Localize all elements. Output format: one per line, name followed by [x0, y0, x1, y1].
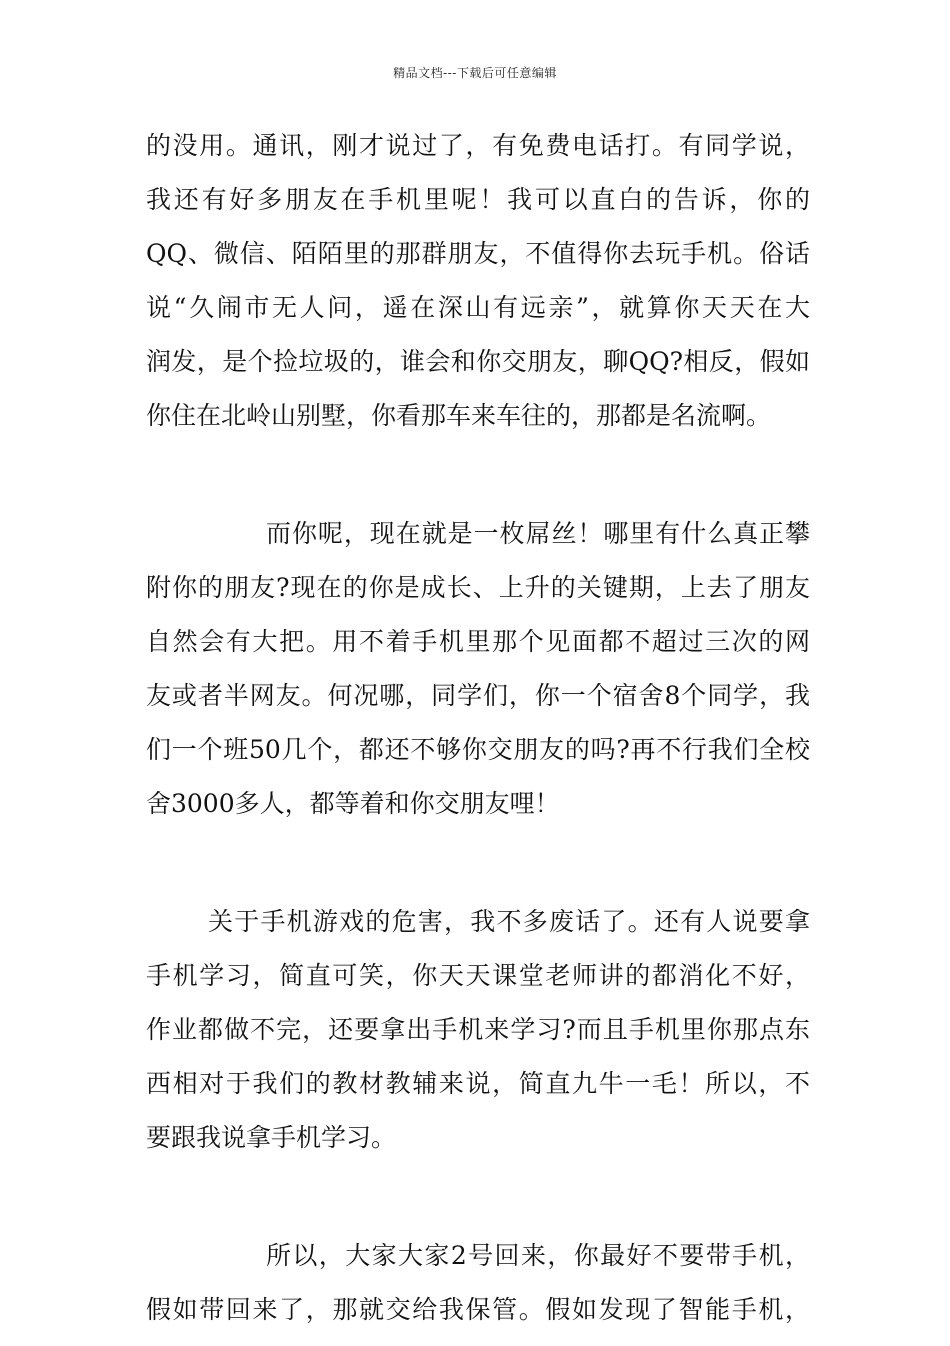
text-line: 润发，是个捡垃圾的，谁会和你交朋友，聊QQ?相反，假如	[146, 347, 810, 376]
text-line: 假如带回来了，那就交给我保管。假如发现了智能手机，	[146, 1295, 810, 1324]
text-line: 我还有好多朋友在手机里呢！我可以直白的告诉，你的	[146, 185, 810, 214]
text-line: 友或者半网友。何况哪，同学们，你一个宿舍8个同学，我	[146, 681, 810, 710]
text-line: QQ、微信、陌陌里的那群朋友，不值得你去玩手机。俗话	[146, 239, 810, 268]
paragraph-gap	[146, 840, 810, 904]
paragraph-gap	[146, 452, 810, 516]
paragraph-2	[146, 516, 810, 840]
text-line: 的没用。通讯，刚才说过了，有免费电话打。有同学说，	[146, 131, 810, 160]
text-line: 自然会有大把。用不着手机里那个见面都不超过三次的网	[146, 627, 810, 656]
paragraph-1	[146, 128, 810, 452]
text-line: 手机学习，简直可笑，你天天课堂老师讲的都消化不好，	[146, 961, 810, 990]
paragraph-3	[146, 904, 810, 1174]
text-line: 而你呢，现在就是一枚屌丝！哪里有什么真正攀	[266, 519, 810, 548]
text-line: 你住在北岭山别墅，你看那车来车往的，那都是名流啊。	[146, 401, 772, 430]
text-line: 说“久闹市无人问，遥在深山有远亲”，就算你天天在大	[146, 293, 810, 322]
text-line: 西相对于我们的教材教辅来说，简直九牛一毛！所以，不	[146, 1069, 810, 1098]
text-line: 要跟我说拿手机学习。	[146, 1123, 397, 1152]
paragraph-4	[146, 1238, 810, 1346]
text-line: 舍3000多人，都等着和你交朋友哩！	[146, 789, 560, 818]
text-line: 关于手机游戏的危害，我不多废话了。还有人说要拿	[208, 907, 810, 936]
text-line: 们一个班50几个，都还不够你交朋友的吗?再不行我们全校	[146, 735, 810, 764]
document-body	[146, 128, 810, 1346]
text-line: 作业都做不完，还要拿出手机来学习?而且手机里你那点东	[146, 1015, 810, 1044]
page-header: 精品文档---下载后可任意编辑	[393, 66, 557, 80]
text-line: 所以，大家大家2号回来，你最好不要带手机，	[266, 1241, 810, 1270]
text-line: 附你的朋友?现在的你是成长、上升的关键期，上去了朋友	[146, 573, 810, 602]
paragraph-gap	[146, 1174, 810, 1238]
